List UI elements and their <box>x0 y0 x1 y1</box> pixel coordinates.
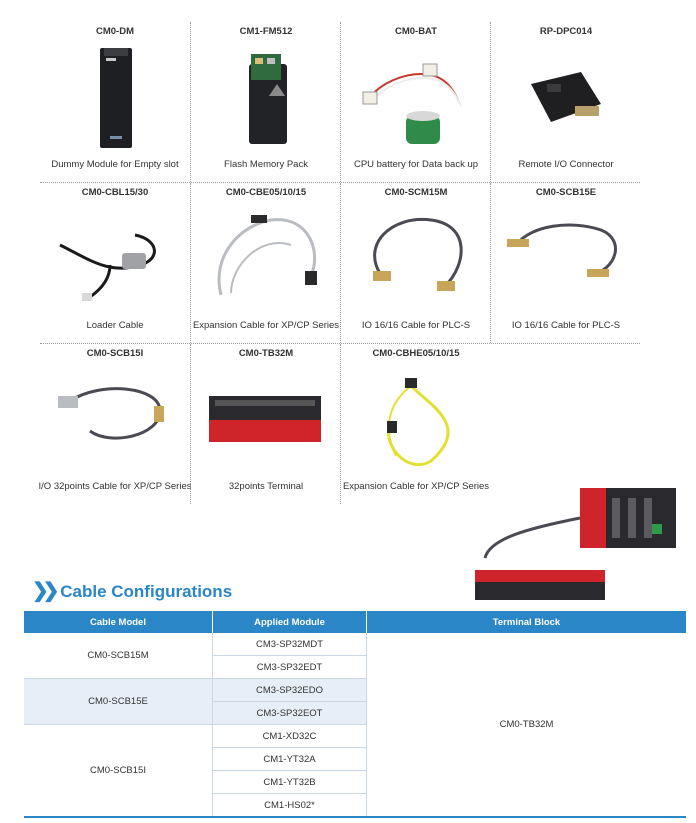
product-caption: Expansion Cable for XP/CP Series <box>192 320 340 331</box>
product-title: CM0-CBL15/30 <box>81 187 149 198</box>
io-cable-image <box>351 205 481 313</box>
product-caption: IO 16/16 Cable for PLC-S <box>511 320 621 331</box>
table-header-row <box>24 611 686 633</box>
table-row <box>24 633 686 656</box>
product-caption: Expansion Cable for XP/CP Series <box>342 481 490 492</box>
double-chevron-icon: ❯❯ <box>32 580 54 602</box>
flash-memory-image <box>201 44 331 152</box>
product-caption: Remote I/O Connector <box>518 159 614 170</box>
io-cable-image <box>50 366 180 474</box>
product-cell <box>490 183 641 343</box>
product-cell <box>490 22 641 182</box>
applied-module-cell: CM1-YT32B <box>213 771 367 794</box>
product-cell <box>40 22 190 182</box>
column-header: Applied Module <box>213 611 367 633</box>
loader-cable-image <box>50 205 180 313</box>
product-cell <box>40 183 190 343</box>
applied-module-cell: CM3-SP32EDO <box>213 679 367 702</box>
column-header: Cable Model <box>24 611 213 633</box>
product-caption: Loader Cable <box>86 320 144 331</box>
product-title: CM0-SCB15I <box>86 348 144 359</box>
cable-config-table <box>24 611 686 818</box>
io-cable-image <box>501 205 631 313</box>
product-cell <box>190 344 341 504</box>
product-cell <box>190 22 341 182</box>
product-caption: CPU battery for Data back up <box>353 159 479 170</box>
terminal-image <box>201 366 331 474</box>
product-cell <box>340 22 491 182</box>
plc-system-image <box>470 478 690 610</box>
product-caption: Flash Memory Pack <box>224 159 308 170</box>
product-title: CM0-TB32M <box>238 348 294 359</box>
product-title: CM0-DM <box>96 26 134 37</box>
product-title: CM0-SCM15M <box>384 187 448 198</box>
cable-model-cell: CM0-SCB15M <box>24 633 213 679</box>
section-title-text: Cable Configurations <box>60 582 233 601</box>
applied-module-cell: CM1-HS02* <box>213 794 367 818</box>
product-title: CM1-FM512 <box>239 26 293 37</box>
product-title: CM0-CBE05/10/15 <box>225 187 307 198</box>
product-row <box>40 22 640 183</box>
applied-module-cell: CM1-XD32C <box>213 725 367 748</box>
applied-module-cell: CM3-SP32EDT <box>213 656 367 679</box>
product-cell <box>340 344 491 504</box>
product-cell <box>40 344 190 504</box>
product-grid <box>40 22 640 504</box>
product-cell <box>190 183 341 343</box>
product-row <box>40 183 640 344</box>
section-title <box>32 578 232 603</box>
applied-module-cell: CM1-YT32A <box>213 748 367 771</box>
cable-model-cell: CM0-SCB15I <box>24 725 213 818</box>
cable-model-cell: CM0-SCB15E <box>24 679 213 725</box>
dummy-module-image <box>50 44 180 152</box>
applied-module-cell: CM3-SP32MDT <box>213 633 367 656</box>
yellow-cable-image <box>351 366 481 474</box>
product-caption: IO 16/16 Cable for PLC-S <box>361 320 471 331</box>
product-caption: 32points Terminal <box>228 481 304 492</box>
product-caption: Dummy Module for Empty slot <box>51 159 179 170</box>
product-title: CM0-SCB15E <box>535 187 597 198</box>
battery-image <box>351 44 481 152</box>
connector-image <box>501 44 631 152</box>
expansion-cable-image <box>201 205 331 313</box>
terminal-block-cell: CM0-TB32M <box>367 633 687 817</box>
product-title: RP-DPC014 <box>539 26 593 37</box>
applied-module-cell: CM3-SP32EOT <box>213 702 367 725</box>
product-title: CM0-BAT <box>394 26 438 37</box>
product-caption: I/O 32points Cable for XP/CP Series <box>38 481 192 492</box>
product-title: CM0-CBHE05/10/15 <box>372 348 460 359</box>
product-cell <box>340 183 491 343</box>
column-header: Terminal Block <box>367 611 687 633</box>
